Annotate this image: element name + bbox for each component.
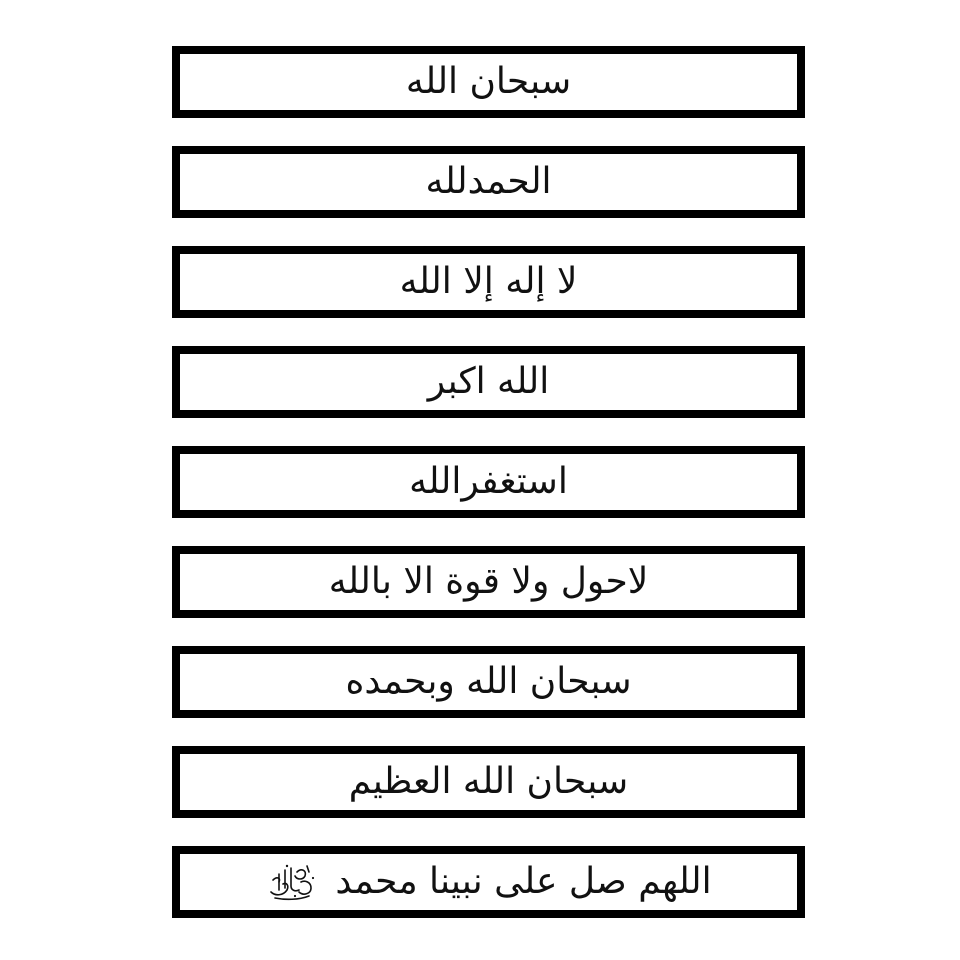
- sallallahu-alayhi-wasallam-calligraphy-icon: [265, 862, 317, 902]
- dhikr-card-allahu-akbar: [172, 346, 805, 418]
- dhikr-card-astaghfirullah: [172, 446, 805, 518]
- dhikr-text: اللهم صل على نبينا محمد: [335, 861, 712, 902]
- salawat-row: [265, 862, 711, 902]
- dhikr-card-subhanallah: [172, 46, 805, 118]
- dhikr-text: سبحان الله: [405, 61, 572, 102]
- dhikr-card-salawat: [172, 846, 805, 918]
- dhikr-text: سبحان الله وبحمده: [345, 661, 632, 702]
- dhikr-text: استغفرالله: [409, 461, 568, 502]
- dhikr-text: لا إله إلا الله: [399, 261, 578, 302]
- dhikr-text: الحمدلله: [425, 161, 552, 202]
- dhikr-card-subhanallah-wa-bihamdihi: [172, 646, 805, 718]
- dhikr-list: [172, 46, 805, 946]
- dhikr-text: لاحول ولا قوة الا بالله: [328, 561, 649, 602]
- dhikr-card-la-hawla: [172, 546, 805, 618]
- dhikr-card-alhamdulillah: [172, 146, 805, 218]
- dhikr-card-tahlil: [172, 246, 805, 318]
- dhikr-text: سبحان الله العظيم: [348, 761, 629, 802]
- dhikr-card-subhanallah-al-azim: [172, 746, 805, 818]
- dhikr-text: الله اكبر: [427, 361, 550, 402]
